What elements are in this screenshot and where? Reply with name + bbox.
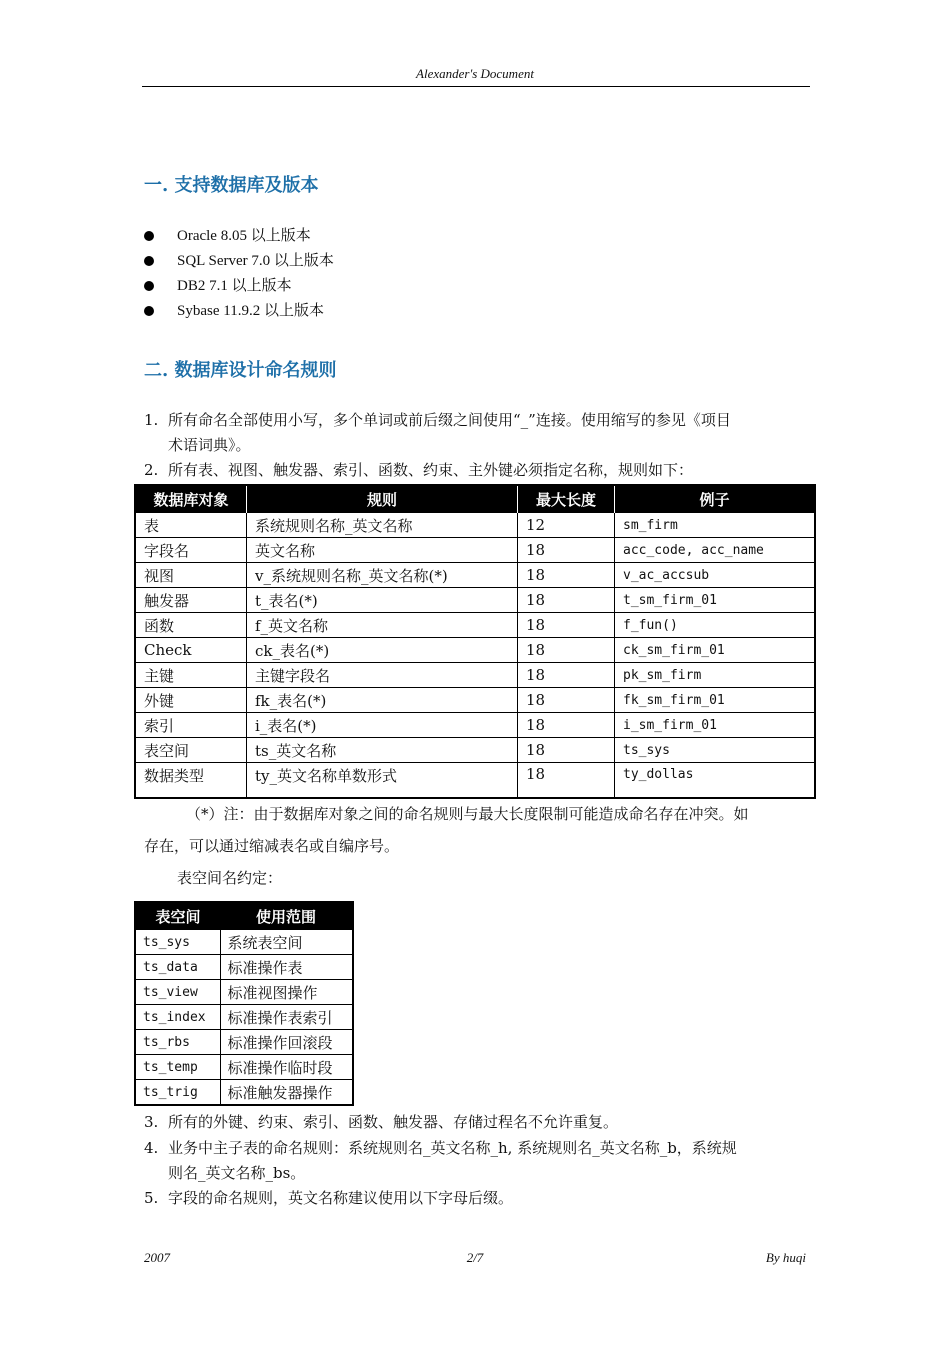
table-row <box>135 930 353 955</box>
column-header: 表空间 <box>135 902 220 930</box>
table-cell: 系统规则名称_英文名称 <box>247 513 518 538</box>
table-cell: fk_表名(*) <box>247 688 518 713</box>
rule-number: 1. <box>144 411 159 429</box>
table-cell: ty_dollas <box>615 763 816 799</box>
bullet-icon <box>144 256 154 266</box>
list-item-text: Oracle 8.05 以上版本 <box>177 228 311 244</box>
rule-number: 2. <box>144 461 159 479</box>
rule-4-continued: 则名_英文名称_bs。 <box>168 1164 306 1182</box>
table-row <box>135 980 353 1005</box>
table-cell: ts_index <box>135 1005 220 1030</box>
rule-text: 所有命名全部使用小写，多个单词或前后缀之间使用“_”连接。使用缩写的参见《项目 <box>168 411 731 429</box>
table-cell: pk_sm_firm <box>615 663 816 688</box>
table-row <box>135 713 815 738</box>
rule-3 <box>144 1110 618 1135</box>
table-cell: ts_sys <box>135 930 220 955</box>
table-cell: ts_data <box>135 955 220 980</box>
tablespace-intro: 表空间名约定： <box>177 869 283 887</box>
table-cell: 视图 <box>135 563 247 588</box>
table-cell: 标准视图操作 <box>220 980 353 1005</box>
table-cell: t_sm_firm_01 <box>615 588 816 613</box>
table-cell: ts_rbs <box>135 1030 220 1055</box>
table-row <box>135 763 815 799</box>
table-cell: f_英文名称 <box>247 613 518 638</box>
table-row <box>135 613 815 638</box>
table-cell: 标准操作表 <box>220 955 353 980</box>
table-cell: 标准操作回滚段 <box>220 1030 353 1055</box>
table-cell: acc_code, acc_name <box>615 538 816 563</box>
table-cell: 函数 <box>135 613 247 638</box>
table-cell: 主键 <box>135 663 247 688</box>
table-cell: fk_sm_firm_01 <box>615 688 816 713</box>
table-cell: ts_英文名称 <box>247 738 518 763</box>
note-line-2: 存在，可以通过缩减表名或自编序号。 <box>144 837 400 855</box>
table-cell: Check <box>135 638 247 663</box>
tablespace-table <box>134 901 354 1106</box>
table-cell: ts_temp <box>135 1055 220 1080</box>
table-cell: 系统表空间 <box>220 930 353 955</box>
table-row <box>135 1005 353 1030</box>
list-item <box>177 274 334 299</box>
table-row <box>135 588 815 613</box>
footer-author: By huqi <box>765 1250 806 1265</box>
list-item <box>177 299 334 324</box>
footer-page-number: 2/7 <box>466 1250 484 1265</box>
table-cell: 表空间 <box>135 738 247 763</box>
list-item <box>177 224 334 249</box>
table-header-row <box>135 902 353 930</box>
table-row <box>135 638 815 663</box>
table-cell: 触发器 <box>135 588 247 613</box>
table-cell: v_系统规则名称_英文名称(*) <box>247 563 518 588</box>
table-cell: 表 <box>135 513 247 538</box>
table-cell: 外键 <box>135 688 247 713</box>
table-cell: i_表名(*) <box>247 713 518 738</box>
table-cell: 标准操作临时段 <box>220 1055 353 1080</box>
page-header-title: Alexander's Document <box>416 66 534 81</box>
table-cell: v_ac_accsub <box>615 563 816 588</box>
table-header-row <box>135 485 815 513</box>
rule-5 <box>144 1186 513 1211</box>
table-cell: sm_firm <box>615 513 816 538</box>
footer-year: 2007 <box>144 1250 170 1265</box>
rule-text: 所有表、视图、触发器、索引、函数、约束、主外键必须指定名称，规则如下： <box>168 461 694 479</box>
table-cell: 18 <box>518 688 615 713</box>
section-2-heading: 二. 数据库设计命名规则 <box>144 360 337 381</box>
table-cell: f_fun() <box>615 613 816 638</box>
rule-1-continued: 术语词典》。 <box>168 436 251 454</box>
table-cell: 标准操作表索引 <box>220 1005 353 1030</box>
table-row <box>135 1080 353 1106</box>
table-cell: 18 <box>518 563 615 588</box>
table-cell: ts_trig <box>135 1080 220 1106</box>
list-item <box>177 249 334 274</box>
table-row <box>135 663 815 688</box>
rule-number: 4. <box>144 1139 159 1157</box>
table-cell: 18 <box>518 613 615 638</box>
table-cell: i_sm_firm_01 <box>615 713 816 738</box>
naming-rules-table <box>134 484 816 799</box>
table-row <box>135 538 815 563</box>
table-row <box>135 563 815 588</box>
column-header: 例子 <box>615 485 816 513</box>
header-divider <box>142 86 810 87</box>
table-cell: 18 <box>518 538 615 563</box>
table-cell: 12 <box>518 513 615 538</box>
list-item-text: Sybase 11.9.2 以上版本 <box>177 303 324 319</box>
table-row <box>135 955 353 980</box>
rule-number: 3. <box>144 1113 159 1131</box>
rule-text: 所有的外键、约束、索引、函数、触发器、存储过程名不允许重复。 <box>168 1113 619 1131</box>
rule-number: 5. <box>144 1189 159 1207</box>
table-cell: 数据类型 <box>135 763 247 799</box>
table-cell: 18 <box>518 663 615 688</box>
table-row <box>135 688 815 713</box>
table-cell: 主键字段名 <box>247 663 518 688</box>
table-cell: ck_表名(*) <box>247 638 518 663</box>
bullet-icon <box>144 306 154 316</box>
rule-text: 字段的命名规则，英文名称建议使用以下字母后缀。 <box>168 1189 514 1207</box>
table-row <box>135 1030 353 1055</box>
table-cell: t_表名(*) <box>247 588 518 613</box>
column-header: 使用范围 <box>220 902 353 930</box>
table-cell: 18 <box>518 763 615 799</box>
table-cell: 英文名称 <box>247 538 518 563</box>
table-cell: ts_sys <box>615 738 816 763</box>
table-cell: 索引 <box>135 713 247 738</box>
column-header: 数据库对象 <box>135 485 247 513</box>
table-cell: ty_英文名称单数形式 <box>247 763 518 799</box>
note-line-1: （*）注：由于数据库对象之间的命名规则与最大长度限制可能造成命名存在冲突。如 <box>186 805 749 823</box>
rule-4 <box>144 1136 737 1161</box>
database-version-list <box>177 224 334 324</box>
table-cell: 18 <box>518 638 615 663</box>
table-cell: 18 <box>518 738 615 763</box>
section-1-heading: 一. 支持数据库及版本 <box>144 175 319 196</box>
rule-text: 业务中主子表的命名规则：系统规则名_英文名称_h, 系统规则名_英文名称_b，系统规 <box>168 1139 737 1157</box>
bullet-icon <box>144 281 154 291</box>
table-row <box>135 738 815 763</box>
table-row <box>135 513 815 538</box>
table-cell: ck_sm_firm_01 <box>615 638 816 663</box>
list-item-text: DB2 7.1 以上版本 <box>177 278 292 294</box>
rule-1 <box>144 408 731 433</box>
table-cell: ts_view <box>135 980 220 1005</box>
column-header: 规则 <box>247 485 518 513</box>
column-header: 最大长度 <box>518 485 615 513</box>
table-cell: 字段名 <box>135 538 247 563</box>
list-item-text: SQL Server 7.0 以上版本 <box>177 253 334 269</box>
table-cell: 18 <box>518 588 615 613</box>
table-row <box>135 1055 353 1080</box>
table-cell: 标准触发器操作 <box>220 1080 353 1106</box>
rule-2 <box>144 458 693 483</box>
bullet-icon <box>144 231 154 241</box>
table-cell: 18 <box>518 713 615 738</box>
